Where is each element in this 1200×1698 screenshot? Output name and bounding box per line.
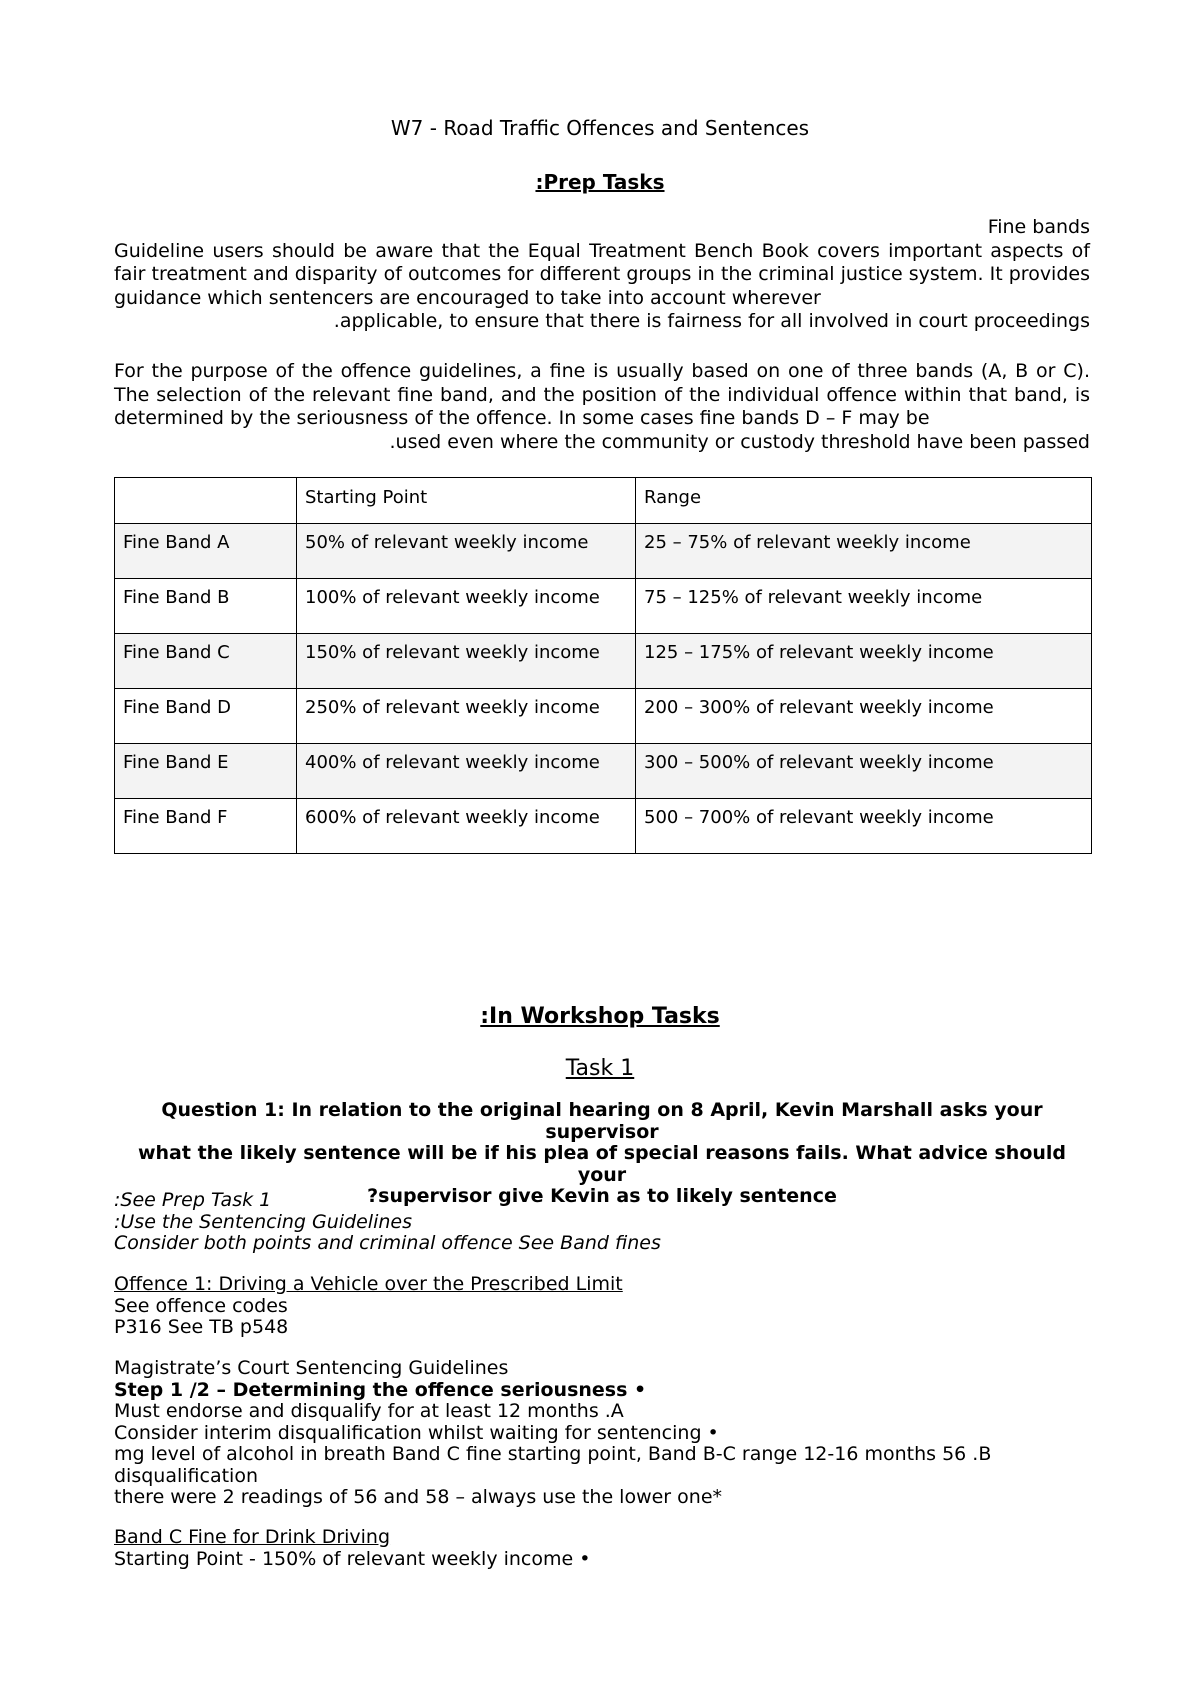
starting-point-cell: 600% of relevant weekly income bbox=[297, 799, 636, 854]
prep-tasks-heading: :Prep Tasks bbox=[535, 170, 665, 194]
table-header-cell bbox=[115, 478, 297, 524]
table-header-row bbox=[115, 478, 1092, 524]
offence-line: See offence codes bbox=[114, 1294, 288, 1317]
band-name-cell: Fine Band B bbox=[115, 579, 297, 634]
range-cell: 500 – 700% of relevant weekly income bbox=[636, 799, 1092, 854]
offence-line: P316 See TB p548 bbox=[114, 1316, 289, 1338]
fine-bands-table bbox=[114, 477, 1092, 854]
range-cell: 300 – 500% of relevant weekly income bbox=[636, 744, 1092, 799]
guidelines-title: Magistrate’s Court Sentencing Guidelines bbox=[114, 1357, 509, 1379]
paragraph-line: Guideline users should be aware that the Equal Treatment Bench Book covers important aspects of fair treatment and disparity of outcomes for different groups in the criminal justice system. It provides guidance which sentencers are encouraged to take into account wherever bbox=[114, 239, 1090, 309]
range-cell: 125 – 175% of relevant weekly income bbox=[636, 634, 1092, 689]
table-row bbox=[115, 524, 1092, 579]
offence-block bbox=[114, 1274, 1090, 1339]
table-header-cell: Starting Point bbox=[297, 478, 636, 524]
step-heading: Step 1 /2 – Determining the offence seriousness • bbox=[114, 1378, 647, 1401]
paragraph-line: .used even where the community or custody threshold have been passed bbox=[389, 430, 1090, 453]
range-cell: 200 – 300% of relevant weekly income bbox=[636, 689, 1092, 744]
fine-bands-label: Fine bands bbox=[987, 216, 1090, 238]
band-name-cell: Fine Band F bbox=[115, 799, 297, 854]
document-title: W7 - Road Traffic Offences and Sentences bbox=[390, 116, 810, 140]
fine-bands-purpose bbox=[114, 360, 1090, 454]
hint-line: :See Prep Task 1 bbox=[114, 1189, 272, 1211]
guidelines-block bbox=[114, 1358, 1090, 1509]
table-row bbox=[115, 744, 1092, 799]
paragraph-line: .applicable, to ensure that there is fairness for all involved in court proceedings bbox=[333, 310, 1090, 332]
table-header-cell: Range bbox=[636, 478, 1092, 524]
hint-line: :Use the Sentencing Guidelines bbox=[114, 1210, 412, 1233]
table-row bbox=[115, 689, 1092, 744]
fine-bands-intro bbox=[114, 216, 1090, 334]
starting-point-cell: 50% of relevant weekly income bbox=[297, 524, 636, 579]
hint-line: Consider both points and criminal offence See Band fines bbox=[114, 1232, 661, 1254]
band-c-line: Starting Point - 150% of relevant weekly income • bbox=[114, 1547, 591, 1570]
paragraph-line: For the purpose of the offence guidelines, a fine is usually based on one of three bands (A, B or C). The selection of the relevant fine band, and the position of the individual offence within that band, is determined by the seriousness of the offence. In some cases fine bands D – F may be bbox=[114, 360, 1090, 429]
offence-heading: Offence 1: Driving a Vehicle over the Prescribed Limit bbox=[114, 1273, 623, 1295]
band-name-cell: Fine Band D bbox=[115, 689, 297, 744]
question-line: ?supervisor give Kevin as to likely sentence bbox=[367, 1185, 837, 1207]
band-name-cell: Fine Band E bbox=[115, 744, 297, 799]
starting-point-cell: 250% of relevant weekly income bbox=[297, 689, 636, 744]
table-row bbox=[115, 579, 1092, 634]
step-line: Consider interim disqualification whilst waiting for sentencing • bbox=[114, 1421, 719, 1444]
step-line: there were 2 readings of 56 and 58 – always use the lower one* bbox=[114, 1486, 723, 1508]
starting-point-cell: 400% of relevant weekly income bbox=[297, 744, 636, 799]
table-row bbox=[115, 634, 1092, 689]
starting-point-cell: 100% of relevant weekly income bbox=[297, 579, 636, 634]
step-line: disqualification bbox=[114, 1464, 258, 1487]
hints-block bbox=[114, 1190, 1090, 1255]
band-name-cell: Fine Band A bbox=[115, 524, 297, 579]
band-c-block bbox=[114, 1527, 1090, 1570]
question-line: what the likely sentence will be if his plea of special reasons fails. What advice should your bbox=[137, 1142, 1067, 1186]
starting-point-cell: 150% of relevant weekly income bbox=[297, 634, 636, 689]
workshop-tasks-heading: :In Workshop Tasks bbox=[480, 1004, 720, 1029]
step-line: mg level of alcohol in breath Band C fine starting point, Band B-C range 12-16 months 56 .B bbox=[114, 1443, 992, 1465]
band-c-heading: Band C Fine for Drink Driving bbox=[114, 1526, 391, 1548]
step-line: Must endorse and disqualify for at least 12 months .A bbox=[114, 1400, 624, 1422]
table-row bbox=[115, 799, 1092, 854]
range-cell: 25 – 75% of relevant weekly income bbox=[636, 524, 1092, 579]
question-line: Question 1: In relation to the original hearing on 8 April, Kevin Marshall asks your supervisor bbox=[161, 1099, 1043, 1143]
range-cell: 75 – 125% of relevant weekly income bbox=[636, 579, 1092, 634]
task-1-heading: Task 1 bbox=[565, 1056, 635, 1081]
band-name-cell: Fine Band C bbox=[115, 634, 297, 689]
